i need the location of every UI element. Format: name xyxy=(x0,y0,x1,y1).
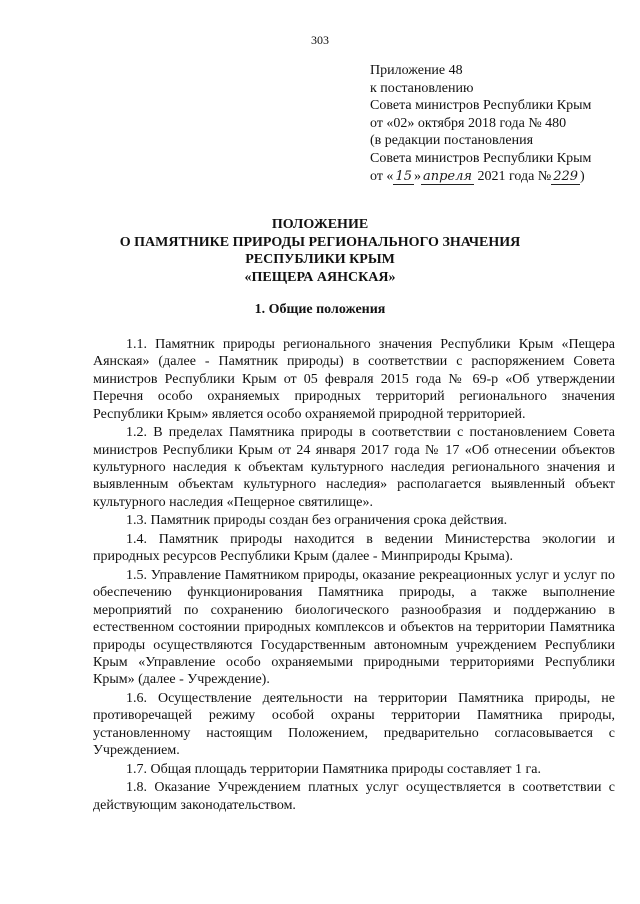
paragraph: 1.5. Управление Памятником природы, оказание рекреационных услуг и услуг по обеспечению функционирования Памятника природы, а также выполнение мероприятий по сохранению биологического разнообразия и поддержанию в естественном состоянии природных комплексов и объектов на территории Памятника природы осуществляются Государственным автономным учреждением Республики Крым «Управление особо охраняемыми природными территориями Республики Крым» (далее - Учреждение). xyxy=(93,568,615,688)
paragraph: 1.7. Общая площадь территории Памятника природы составляет 1 га. xyxy=(126,761,541,777)
appendix-line: от «02» октября 2018 года № 480 xyxy=(370,115,567,131)
page-number: 303 xyxy=(311,33,329,47)
paragraph: 1.1. Памятник природы регионального значения Республики Крым «Пещера Аянская» (далее - Памятник природы) в соответствии с распоряжением Совета министров Республики Крым от 05 февраля 2015 года № 69-р «Об утверждении Перечня особо охраняемых природных территорий регионального значения Республики Крым» является особо охраняемой природной территорией. xyxy=(93,337,615,422)
title-line: «ПЕЩЕРА АЯНСКАЯ» xyxy=(244,269,396,285)
section-body xyxy=(93,336,615,815)
paragraph: 1.2. В пределах Памятника природы в соответствии с постановлением Совета министров Республики Крым от 24 января 2017 года № 17 «Об отнесении объектов культурного наследия к объектам культурного наследия регионального значения и выявленным объектам культурного наследия» располагается выявленный объект культурного наследия «Пещерное святилище». xyxy=(93,425,615,510)
title-line: РЕСПУБЛИКИ КРЫМ xyxy=(245,252,395,267)
handwritten-number: 229 xyxy=(553,168,579,184)
appendix-line: Совета министров Республики Крым xyxy=(370,150,592,166)
appendix-date-sep: » xyxy=(413,168,421,184)
appendix-year: 2021 года № xyxy=(474,168,552,184)
appendix-line: Приложение 48 xyxy=(370,63,463,78)
appendix-line: к постановлению xyxy=(370,80,474,96)
appendix-block xyxy=(370,62,630,185)
section-heading: 1. Общие положения xyxy=(254,302,386,317)
appendix-date-prefix: от « xyxy=(370,168,394,184)
paragraph: 1.3. Памятник природы создан без ограничения срока действия. xyxy=(126,513,508,529)
appendix-suffix: ) xyxy=(580,168,585,184)
paragraph: 1.6. Осуществление деятельности на территории Памятника природы, не противоречащей режиму особой охраны территории Памятника природы, установленному настоящим Положением, предварительно согласовывается с Учреждением. xyxy=(93,691,615,759)
appendix-line: (в редакции постановления xyxy=(370,133,534,149)
appendix-line: Совета министров Республики Крым xyxy=(370,98,592,114)
title-line: О ПАМЯТНИКЕ ПРИРОДЫ РЕГИОНАЛЬНОГО ЗНАЧЕНИЯ xyxy=(119,234,521,250)
paragraph: 1.8. Оказание Учреждением платных услуг осуществляется в соответствии с действующим законодательством. xyxy=(93,780,615,813)
paragraph: 1.4. Памятник природы находится в ведении Министерства экологии и природных ресурсов Республики Крым (далее - Минприроды Крыма). xyxy=(93,532,615,565)
title-line: ПОЛОЖЕНИЕ xyxy=(271,217,369,232)
appendix-line-handwritten xyxy=(370,168,630,186)
handwritten-month: апреля xyxy=(422,168,473,184)
handwritten-day: 15 xyxy=(395,168,412,184)
document-title xyxy=(0,216,640,286)
